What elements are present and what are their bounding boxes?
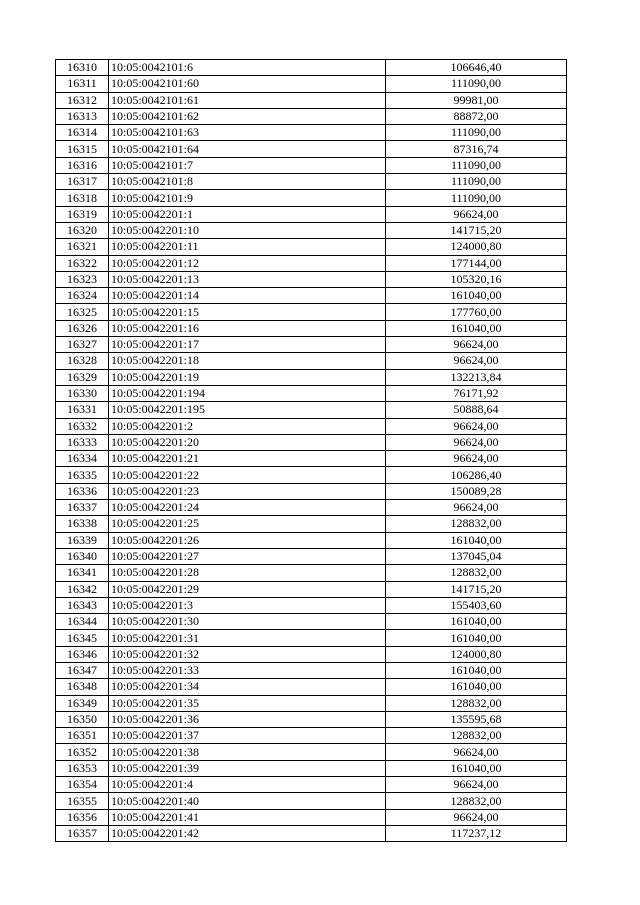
table-row	[56, 793, 567, 809]
table-row	[56, 581, 567, 597]
cadastral-number-cell: 10:05:0042201:41	[109, 809, 386, 825]
table-row	[56, 141, 567, 157]
table-row	[56, 418, 567, 434]
cadastral-number-cell: 10:05:0042101:64	[109, 141, 386, 157]
row-number-cell: 16312	[56, 92, 109, 108]
cadastral-value-table	[55, 59, 567, 842]
cadastral-number-cell: 10:05:0042201:11	[109, 239, 386, 255]
row-number-cell: 16316	[56, 157, 109, 173]
row-number-cell: 16351	[56, 728, 109, 744]
row-number-cell: 16334	[56, 451, 109, 467]
value-cell: 105320,16	[386, 271, 567, 287]
cadastral-number-cell: 10:05:0042101:6	[109, 60, 386, 76]
row-number-cell: 16352	[56, 744, 109, 760]
row-number-cell: 16324	[56, 288, 109, 304]
value-cell: 161040,00	[386, 760, 567, 776]
value-cell: 96624,00	[386, 500, 567, 516]
cadastral-number-cell: 10:05:0042201:27	[109, 548, 386, 564]
row-number-cell: 16338	[56, 516, 109, 532]
row-number-cell: 16336	[56, 483, 109, 499]
cadastral-number-cell: 10:05:0042101:61	[109, 92, 386, 108]
table-body	[56, 60, 567, 842]
value-cell: 132213,84	[386, 369, 567, 385]
row-number-cell: 16347	[56, 662, 109, 678]
table-row	[56, 320, 567, 336]
row-number-cell: 16323	[56, 271, 109, 287]
table-row	[56, 108, 567, 124]
cadastral-number-cell: 10:05:0042201:12	[109, 255, 386, 271]
cadastral-number-cell: 10:05:0042201:29	[109, 581, 386, 597]
cadastral-number-cell: 10:05:0042101:8	[109, 174, 386, 190]
cadastral-number-cell: 10:05:0042201:37	[109, 728, 386, 744]
value-cell: 177760,00	[386, 304, 567, 320]
table-row	[56, 467, 567, 483]
table-row	[56, 825, 567, 841]
row-number-cell: 16317	[56, 174, 109, 190]
row-number-cell: 16339	[56, 532, 109, 548]
cadastral-number-cell: 10:05:0042201:24	[109, 500, 386, 516]
cadastral-number-cell: 10:05:0042201:17	[109, 337, 386, 353]
row-number-cell: 16311	[56, 76, 109, 92]
table-row	[56, 597, 567, 613]
row-number-cell: 16325	[56, 304, 109, 320]
value-cell: 76171,92	[386, 385, 567, 401]
value-cell: 128832,00	[386, 565, 567, 581]
table-row	[56, 174, 567, 190]
cadastral-number-cell: 10:05:0042201:14	[109, 288, 386, 304]
row-number-cell: 16315	[56, 141, 109, 157]
table-row	[56, 271, 567, 287]
value-cell: 96624,00	[386, 744, 567, 760]
row-number-cell: 16341	[56, 565, 109, 581]
cadastral-number-cell: 10:05:0042201:35	[109, 695, 386, 711]
table-row	[56, 777, 567, 793]
value-cell: 161040,00	[386, 679, 567, 695]
value-cell: 96624,00	[386, 451, 567, 467]
document-page	[55, 59, 566, 842]
value-cell: 150089,28	[386, 483, 567, 499]
value-cell: 128832,00	[386, 793, 567, 809]
row-number-cell: 16321	[56, 239, 109, 255]
cadastral-number-cell: 10:05:0042101:63	[109, 125, 386, 141]
value-cell: 161040,00	[386, 288, 567, 304]
table-row	[56, 695, 567, 711]
row-number-cell: 16314	[56, 125, 109, 141]
value-cell: 96624,00	[386, 353, 567, 369]
value-cell: 161040,00	[386, 532, 567, 548]
value-cell: 124000,80	[386, 646, 567, 662]
table-row	[56, 451, 567, 467]
row-number-cell: 16320	[56, 222, 109, 238]
cadastral-number-cell: 10:05:0042201:194	[109, 385, 386, 401]
value-cell: 128832,00	[386, 516, 567, 532]
table-row	[56, 239, 567, 255]
row-number-cell: 16353	[56, 760, 109, 776]
table-row	[56, 679, 567, 695]
cadastral-number-cell: 10:05:0042201:38	[109, 744, 386, 760]
cadastral-number-cell: 10:05:0042201:26	[109, 532, 386, 548]
row-number-cell: 16354	[56, 777, 109, 793]
row-number-cell: 16313	[56, 108, 109, 124]
row-number-cell: 16357	[56, 825, 109, 841]
value-cell: 124000,80	[386, 239, 567, 255]
value-cell: 96624,00	[386, 337, 567, 353]
table-row	[56, 255, 567, 271]
table-row	[56, 288, 567, 304]
row-number-cell: 16310	[56, 60, 109, 76]
cadastral-number-cell: 10:05:0042201:20	[109, 434, 386, 450]
row-number-cell: 16348	[56, 679, 109, 695]
row-number-cell: 16319	[56, 206, 109, 222]
row-number-cell: 16346	[56, 646, 109, 662]
row-number-cell: 16355	[56, 793, 109, 809]
cadastral-number-cell: 10:05:0042201:42	[109, 825, 386, 841]
cadastral-number-cell: 10:05:0042201:3	[109, 597, 386, 613]
row-number-cell: 16322	[56, 255, 109, 271]
cadastral-number-cell: 10:05:0042201:39	[109, 760, 386, 776]
value-cell: 111090,00	[386, 190, 567, 206]
value-cell: 161040,00	[386, 630, 567, 646]
row-number-cell: 16343	[56, 597, 109, 613]
table-row	[56, 304, 567, 320]
value-cell: 106646,40	[386, 60, 567, 76]
value-cell: 161040,00	[386, 320, 567, 336]
row-number-cell: 16356	[56, 809, 109, 825]
value-cell: 128832,00	[386, 695, 567, 711]
cadastral-number-cell: 10:05:0042201:31	[109, 630, 386, 646]
table-row	[56, 125, 567, 141]
value-cell: 96624,00	[386, 206, 567, 222]
cadastral-number-cell: 10:05:0042101:62	[109, 108, 386, 124]
cadastral-number-cell: 10:05:0042201:13	[109, 271, 386, 287]
cadastral-number-cell: 10:05:0042201:15	[109, 304, 386, 320]
cadastral-number-cell: 10:05:0042201:28	[109, 565, 386, 581]
table-row	[56, 565, 567, 581]
row-number-cell: 16328	[56, 353, 109, 369]
cadastral-number-cell: 10:05:0042201:16	[109, 320, 386, 336]
value-cell: 155403,60	[386, 597, 567, 613]
table-row	[56, 809, 567, 825]
table-row	[56, 92, 567, 108]
table-row	[56, 222, 567, 238]
value-cell: 128832,00	[386, 728, 567, 744]
cadastral-number-cell: 10:05:0042201:22	[109, 467, 386, 483]
row-number-cell: 16350	[56, 711, 109, 727]
cadastral-number-cell: 10:05:0042201:33	[109, 662, 386, 678]
value-cell: 141715,20	[386, 222, 567, 238]
value-cell: 96624,00	[386, 809, 567, 825]
table-row	[56, 744, 567, 760]
cadastral-number-cell: 10:05:0042201:10	[109, 222, 386, 238]
cadastral-number-cell: 10:05:0042201:18	[109, 353, 386, 369]
cadastral-number-cell: 10:05:0042101:60	[109, 76, 386, 92]
value-cell: 96624,00	[386, 434, 567, 450]
row-number-cell: 16349	[56, 695, 109, 711]
cadastral-number-cell: 10:05:0042101:7	[109, 157, 386, 173]
value-cell: 161040,00	[386, 614, 567, 630]
table-row	[56, 500, 567, 516]
cadastral-number-cell: 10:05:0042201:2	[109, 418, 386, 434]
row-number-cell: 16342	[56, 581, 109, 597]
table-row	[56, 532, 567, 548]
table-row	[56, 402, 567, 418]
table-row	[56, 662, 567, 678]
value-cell: 111090,00	[386, 76, 567, 92]
cadastral-number-cell: 10:05:0042201:19	[109, 369, 386, 385]
row-number-cell: 16340	[56, 548, 109, 564]
row-number-cell: 16332	[56, 418, 109, 434]
row-number-cell: 16329	[56, 369, 109, 385]
cadastral-number-cell: 10:05:0042201:25	[109, 516, 386, 532]
table-row	[56, 434, 567, 450]
row-number-cell: 16333	[56, 434, 109, 450]
row-number-cell: 16335	[56, 467, 109, 483]
value-cell: 177144,00	[386, 255, 567, 271]
table-row	[56, 60, 567, 76]
cadastral-number-cell: 10:05:0042201:1	[109, 206, 386, 222]
table-row	[56, 760, 567, 776]
table-row	[56, 369, 567, 385]
row-number-cell: 16326	[56, 320, 109, 336]
value-cell: 161040,00	[386, 662, 567, 678]
value-cell: 96624,00	[386, 418, 567, 434]
row-number-cell: 16330	[56, 385, 109, 401]
cadastral-number-cell: 10:05:0042201:23	[109, 483, 386, 499]
value-cell: 99981,00	[386, 92, 567, 108]
row-number-cell: 16331	[56, 402, 109, 418]
cadastral-number-cell: 10:05:0042201:34	[109, 679, 386, 695]
table-row	[56, 76, 567, 92]
row-number-cell: 16337	[56, 500, 109, 516]
cadastral-number-cell: 10:05:0042201:32	[109, 646, 386, 662]
table-row	[56, 646, 567, 662]
cadastral-number-cell: 10:05:0042201:21	[109, 451, 386, 467]
value-cell: 87316,74	[386, 141, 567, 157]
value-cell: 111090,00	[386, 125, 567, 141]
table-row	[56, 711, 567, 727]
table-row	[56, 206, 567, 222]
value-cell: 88872,00	[386, 108, 567, 124]
value-cell: 135595,68	[386, 711, 567, 727]
table-row	[56, 337, 567, 353]
row-number-cell: 16344	[56, 614, 109, 630]
cadastral-number-cell: 10:05:0042201:195	[109, 402, 386, 418]
row-number-cell: 16318	[56, 190, 109, 206]
row-number-cell: 16327	[56, 337, 109, 353]
value-cell: 117237,12	[386, 825, 567, 841]
value-cell: 106286,40	[386, 467, 567, 483]
table-row	[56, 385, 567, 401]
table-row	[56, 190, 567, 206]
value-cell: 141715,20	[386, 581, 567, 597]
table-row	[56, 516, 567, 532]
table-row	[56, 728, 567, 744]
value-cell: 137045,04	[386, 548, 567, 564]
row-number-cell: 16345	[56, 630, 109, 646]
value-cell: 111090,00	[386, 174, 567, 190]
value-cell: 96624,00	[386, 777, 567, 793]
cadastral-number-cell: 10:05:0042201:4	[109, 777, 386, 793]
cadastral-number-cell: 10:05:0042201:36	[109, 711, 386, 727]
cadastral-number-cell: 10:05:0042201:40	[109, 793, 386, 809]
value-cell: 50888,64	[386, 402, 567, 418]
table-row	[56, 614, 567, 630]
value-cell: 111090,00	[386, 157, 567, 173]
table-row	[56, 157, 567, 173]
table-row	[56, 548, 567, 564]
table-row	[56, 630, 567, 646]
table-row	[56, 353, 567, 369]
cadastral-number-cell: 10:05:0042101:9	[109, 190, 386, 206]
cadastral-number-cell: 10:05:0042201:30	[109, 614, 386, 630]
table-row	[56, 483, 567, 499]
